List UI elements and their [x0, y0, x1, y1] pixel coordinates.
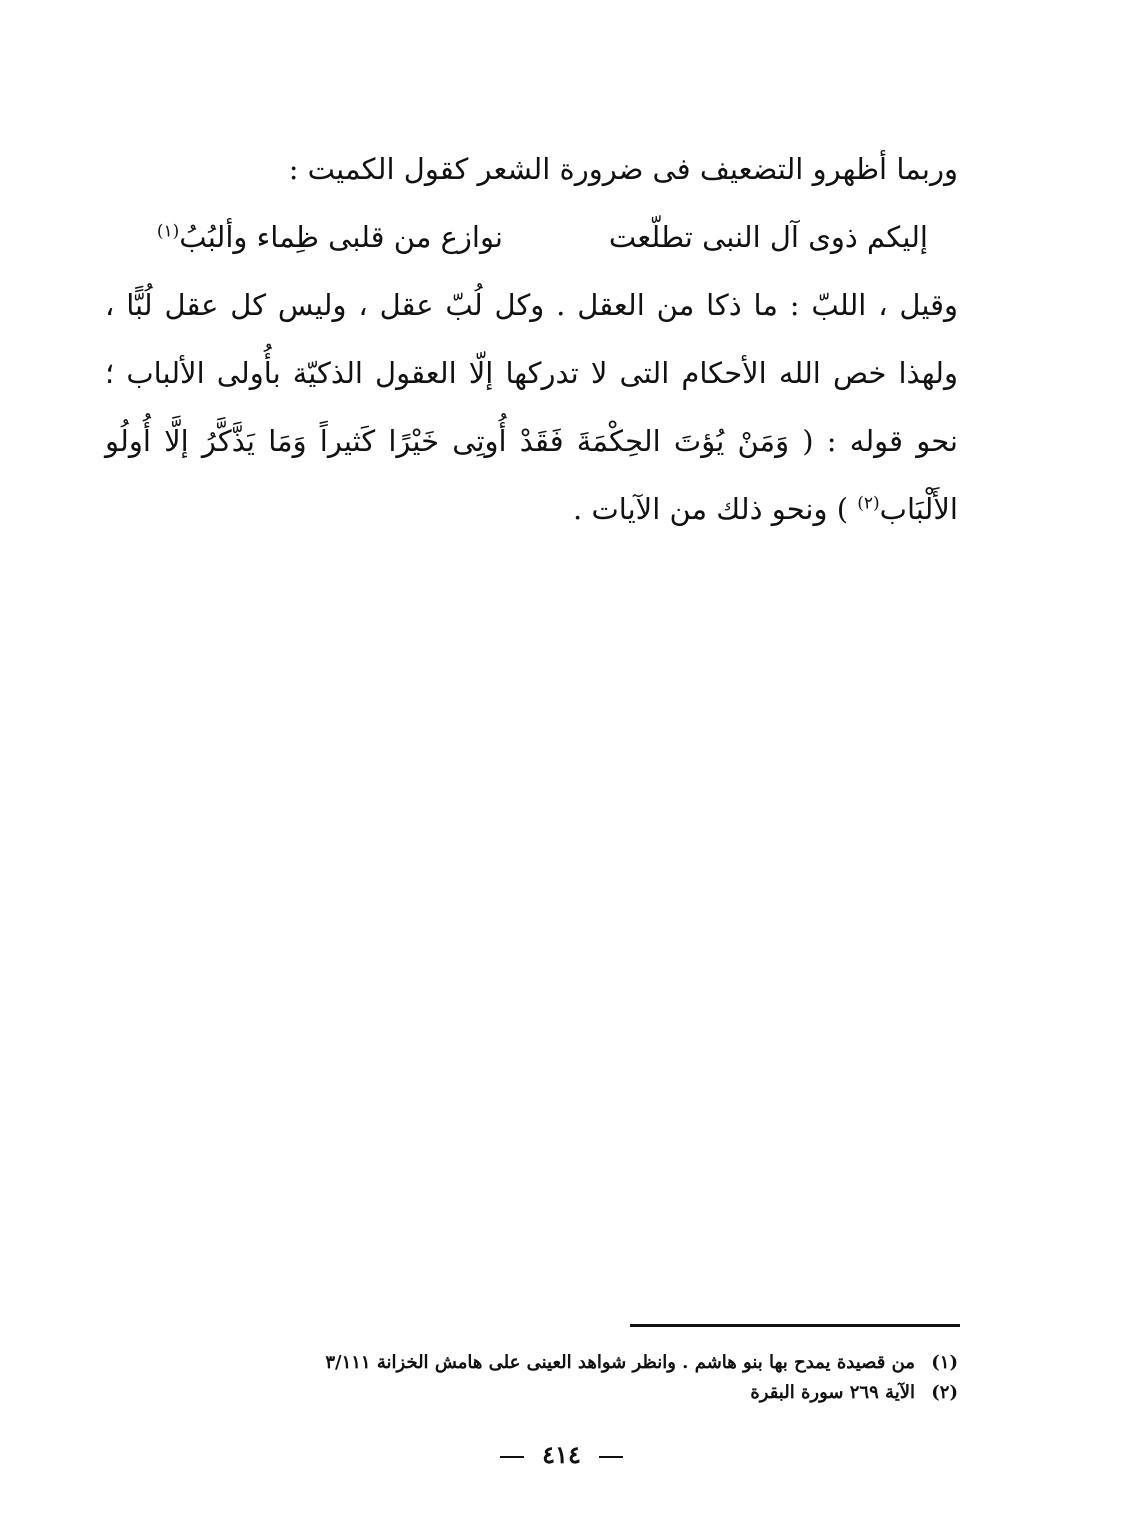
main-text: [105, 135, 958, 543]
footnote-1-text: من قصيدة يمدح بها بنو هاشم . وانظر شواهد العينى على هامش الخزانة ٣/١١١: [325, 1352, 915, 1373]
footnote-2-number: (٢): [931, 1382, 958, 1403]
footnote-2-text: الآية ٢٦٩ سورة البقرة: [750, 1382, 915, 1403]
text-line-3: وقيل ، اللبّ : ما ذكا من العقل . وكل لُبّ عقل ، وليس كل عقل لُبًّا ،: [105, 288, 958, 322]
text-line-4: ولهذا خص الله الأحكام التى لا تدركها إلّا العقول الذكيّة بأُولى الألباب ؛: [105, 356, 958, 390]
text-line-6-end: ) ونحو ذلك من الآيات .: [573, 492, 849, 526]
footnote-1-number: (١): [931, 1352, 958, 1373]
footnote-separator: [630, 1324, 960, 1327]
hemistich-1-text: إليكم ذوى آل النبى تطلّعت: [608, 220, 928, 254]
footnote-marker-1: (١): [156, 221, 180, 242]
footnotes: [230, 1348, 958, 1408]
text-line-1: وربما أظهرو التضعيف فى ضرورة الشعر كقول الكميت :: [288, 152, 958, 186]
footnote-marker-2: (٢): [857, 493, 880, 514]
footnote-1: [230, 1348, 958, 1378]
page-number-footer: [0, 1440, 1123, 1469]
text-line-5: نحو قوله : ( وَمَنْ يُؤتَ الحِكْمَةَ فَقَدْ أُوتِى خَيْرًا كَثيراً وَمَا يَذَّكَّرُ إلَّا أُولُو: [105, 424, 958, 458]
text-line-6-start: الأَلْبَاب: [879, 492, 958, 526]
verse-hemistich-1: [609, 203, 928, 271]
page-number: ٤١٤: [542, 1440, 581, 1469]
page-number-dash-left: [500, 1456, 524, 1458]
poetry-verse: [105, 203, 958, 271]
page-number-dash-right: [599, 1456, 623, 1458]
footnote-2: [230, 1378, 958, 1408]
text-line-6: [105, 475, 958, 543]
verse-hemistich-2: [157, 203, 503, 271]
hemistich-2-text: نوازع من قلبى ظِماء وألبُبُ: [179, 220, 503, 254]
